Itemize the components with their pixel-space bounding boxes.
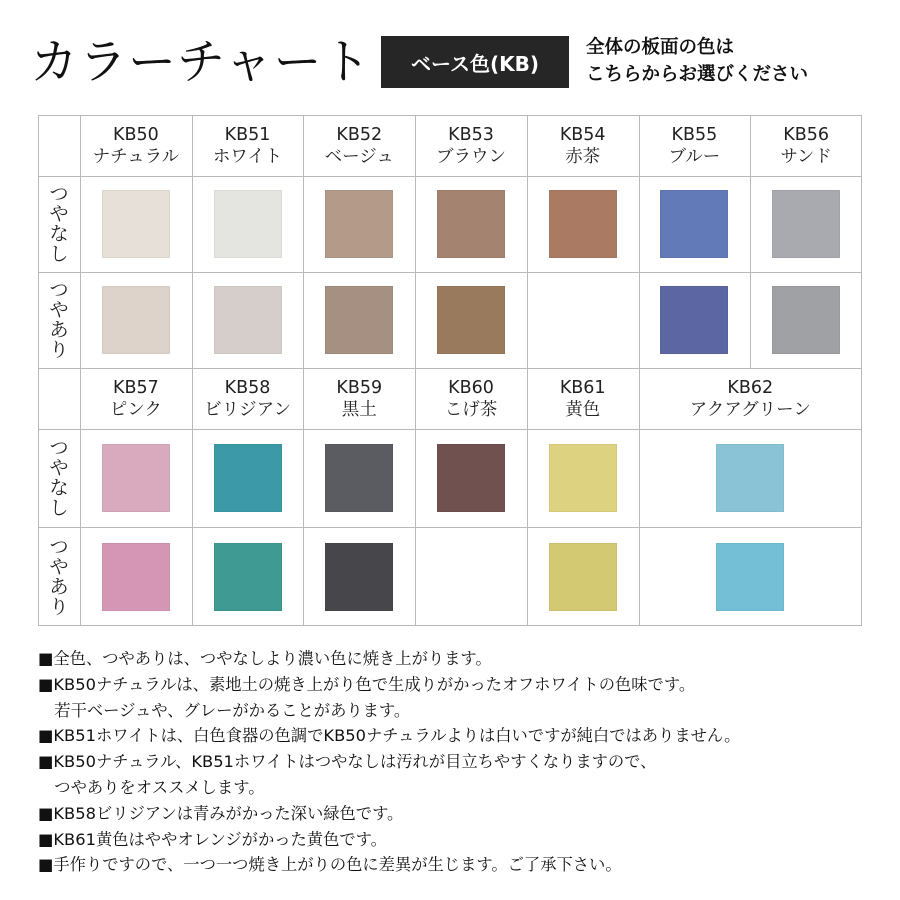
color-name: ブルー bbox=[668, 146, 721, 167]
grid-hline bbox=[38, 272, 862, 273]
color-swatch-kb60-matte[interactable] bbox=[437, 444, 505, 512]
color-swatch-kb52-gloss[interactable] bbox=[325, 286, 393, 354]
color-header bbox=[527, 377, 639, 421]
color-code: KB61 bbox=[559, 377, 606, 398]
color-swatch-kb51-matte[interactable] bbox=[214, 190, 282, 258]
note-line: つやありをオススメします。 bbox=[38, 777, 265, 797]
note-line: ■KB50ナチュラルは、素地土の焼き上がり色で生成りがかったオフホワイトの色味です。 bbox=[38, 674, 696, 694]
row-label-matte-char: し bbox=[49, 497, 69, 519]
color-name: アクアグリーン bbox=[689, 399, 811, 420]
color-name: サンド bbox=[780, 146, 832, 167]
row-label-gloss-char: つ bbox=[49, 535, 69, 558]
note-line: 若干ベージュや、グレーがかることがあります。 bbox=[38, 700, 411, 720]
page-title: カラーチャート bbox=[30, 34, 372, 90]
note-line: ■KB61黄色はややオレンジがかった黄色です。 bbox=[38, 829, 387, 849]
color-swatch-kb57-matte[interactable] bbox=[102, 444, 170, 512]
color-swatch-kb62-gloss[interactable] bbox=[716, 543, 784, 611]
color-header bbox=[415, 124, 527, 168]
color-swatch-kb50-gloss[interactable] bbox=[102, 286, 170, 354]
color-name: ナチュラル bbox=[92, 146, 180, 167]
color-swatch-kb55-matte[interactable] bbox=[660, 190, 728, 258]
color-swatch-kb62-matte[interactable] bbox=[716, 444, 784, 512]
color-header bbox=[192, 377, 304, 421]
color-name: ホワイト bbox=[212, 146, 283, 167]
color-name: 黄色 bbox=[565, 399, 601, 420]
color-swatch-kb61-gloss[interactable] bbox=[549, 543, 617, 611]
row-label-matte-char: や bbox=[49, 203, 69, 225]
color-name: ビリジアン bbox=[204, 399, 291, 420]
color-header bbox=[303, 377, 415, 421]
row-label-gloss-char: や bbox=[49, 555, 69, 578]
color-code: KB52 bbox=[336, 124, 383, 145]
color-code: KB59 bbox=[336, 377, 383, 398]
row-label-matte bbox=[38, 438, 80, 518]
row-label-matte-char: な bbox=[49, 477, 69, 499]
color-header bbox=[303, 124, 415, 168]
color-swatch-kb57-gloss[interactable] bbox=[102, 543, 170, 611]
row-label-matte-char: つ bbox=[49, 437, 69, 459]
color-swatch-kb55-gloss[interactable] bbox=[660, 286, 728, 354]
color-chart-grid bbox=[38, 115, 862, 626]
color-name: ピンク bbox=[109, 399, 162, 420]
color-header bbox=[80, 124, 192, 168]
row-label-matte-char: や bbox=[49, 457, 69, 479]
color-code: KB54 bbox=[559, 124, 606, 145]
color-swatch-kb58-matte[interactable] bbox=[214, 444, 282, 512]
row-label-gloss-char: つ bbox=[49, 279, 69, 301]
row-label-gloss bbox=[38, 537, 80, 617]
color-code: KB55 bbox=[671, 124, 718, 145]
color-code: KB57 bbox=[112, 377, 159, 398]
color-code: KB58 bbox=[224, 377, 271, 398]
grid-hline bbox=[38, 429, 862, 430]
color-code: KB60 bbox=[448, 377, 494, 398]
color-swatch-kb56-gloss[interactable] bbox=[772, 286, 840, 354]
row-label-matte-char: つ bbox=[49, 183, 69, 205]
base-color-tag: ベース色(KB) bbox=[381, 36, 569, 88]
note-line: ■KB50ナチュラル、KB51ホワイトはつやなしは汚れが目立ちやすくなりますので、 bbox=[38, 752, 657, 772]
row-label-gloss-char: や bbox=[49, 299, 69, 321]
grid-hline bbox=[38, 176, 862, 177]
color-swatch-kb58-gloss[interactable] bbox=[214, 543, 282, 611]
note-line: ■KB51ホワイトは、白色食器の色調でKB50ナチュラルよりは白いですが純白ではありません。 bbox=[38, 726, 741, 746]
color-name: 赤茶 bbox=[565, 146, 601, 167]
grid-vline bbox=[80, 115, 81, 626]
color-header bbox=[80, 377, 192, 421]
instruction-note bbox=[586, 34, 808, 88]
color-code: KB62 bbox=[727, 377, 774, 398]
note-line: ■手作りですので、一つ一つ焼き上がりの色に差異が生じます。ご了承下さい。 bbox=[38, 855, 622, 875]
notes-list bbox=[38, 646, 740, 878]
color-swatch-kb53-matte[interactable] bbox=[437, 190, 505, 258]
color-code: KB53 bbox=[448, 124, 494, 145]
row-label-matte-char: な bbox=[49, 223, 69, 245]
color-name: ベージュ bbox=[324, 146, 394, 167]
color-swatch-kb61-matte[interactable] bbox=[549, 444, 617, 512]
color-code: KB56 bbox=[783, 124, 829, 145]
color-name: 黒土 bbox=[341, 399, 377, 420]
color-swatch-kb53-gloss[interactable] bbox=[437, 286, 505, 354]
row-label-gloss-char: り bbox=[49, 339, 69, 361]
color-code: KB50 bbox=[112, 124, 159, 145]
color-swatch-kb54-matte[interactable] bbox=[549, 190, 617, 258]
color-swatch-kb50-matte[interactable] bbox=[102, 190, 170, 258]
color-code: KB51 bbox=[224, 124, 271, 145]
note-line: ■KB58ビリジアンは青みがかった深い緑色です。 bbox=[38, 803, 404, 823]
color-header bbox=[639, 124, 751, 168]
color-header bbox=[415, 377, 527, 421]
color-name: こげ茶 bbox=[444, 399, 498, 420]
color-header bbox=[750, 124, 862, 168]
color-swatch-kb59-gloss[interactable] bbox=[325, 543, 393, 611]
color-swatch-kb56-matte[interactable] bbox=[772, 190, 840, 258]
row-label-gloss-char: り bbox=[49, 595, 69, 618]
color-header bbox=[639, 377, 862, 421]
color-header bbox=[192, 124, 304, 168]
row-label-matte-char: し bbox=[49, 243, 69, 265]
color-header bbox=[527, 124, 639, 168]
color-swatch-kb59-matte[interactable] bbox=[325, 444, 393, 512]
row-label-gloss-char: あ bbox=[49, 319, 69, 341]
note-line: ■全色、つやありは、つやなしより濃い色に焼き上がります。 bbox=[38, 649, 492, 668]
grid-hline bbox=[38, 527, 862, 528]
color-swatch-kb52-matte[interactable] bbox=[325, 190, 393, 258]
color-name: ブラウン bbox=[435, 146, 506, 167]
instruction-line-2: こちらからお選びください bbox=[586, 64, 809, 85]
color-swatch-kb51-gloss[interactable] bbox=[214, 286, 282, 354]
instruction-line-1: 全体の板面の色は bbox=[586, 37, 735, 58]
row-label-matte bbox=[38, 184, 80, 264]
grid-hline bbox=[38, 368, 862, 369]
row-label-gloss-char: あ bbox=[49, 575, 69, 598]
row-label-gloss bbox=[38, 280, 80, 360]
